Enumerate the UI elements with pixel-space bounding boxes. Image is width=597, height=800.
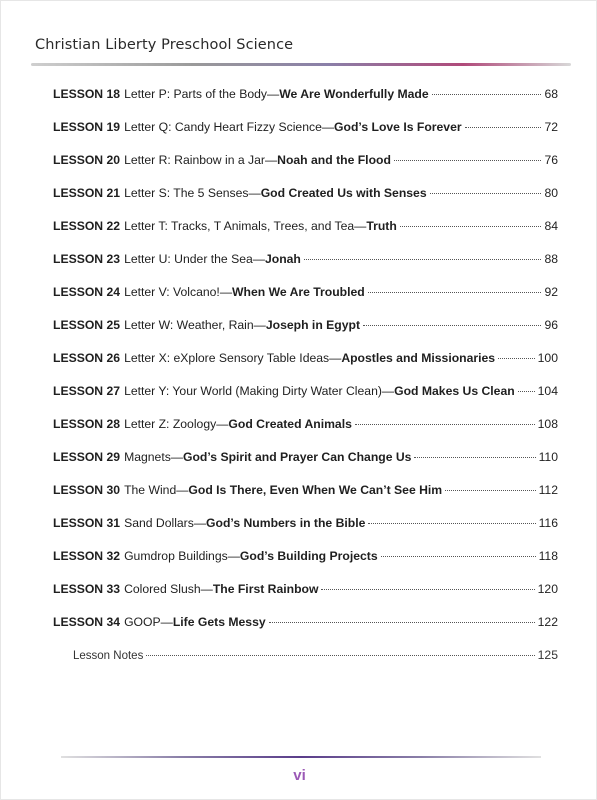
lesson-topic: GOOP—: [124, 615, 173, 629]
dot-leader: [146, 655, 534, 656]
toc-entry: [53, 219, 558, 252]
lesson-theme: God Created Us with Senses: [260, 186, 427, 200]
lesson-page: 76: [544, 153, 558, 167]
lesson-page: 92: [544, 285, 558, 299]
lesson-number: LESSON 20: [53, 153, 121, 167]
header-rule: [31, 63, 571, 66]
toc-entry: [53, 351, 558, 384]
lesson-page: 120: [537, 582, 558, 596]
lesson-number: LESSON 28: [53, 417, 121, 431]
dot-leader: [465, 127, 542, 128]
dot-leader: [355, 424, 535, 425]
toc-entry: [53, 384, 558, 417]
dot-leader: [518, 391, 535, 392]
lesson-number: LESSON 18: [53, 87, 121, 101]
lesson-number: LESSON 23: [53, 252, 121, 266]
lesson-number: LESSON 30: [53, 483, 121, 497]
lesson-theme: Joseph in Egypt: [265, 318, 361, 332]
toc-entry: [53, 153, 558, 186]
lesson-page: 112: [538, 483, 558, 497]
dot-leader: [368, 292, 542, 293]
lesson-page: 80: [544, 186, 558, 200]
lesson-topic: Colored Slush—: [124, 582, 213, 596]
toc-entry: [53, 87, 558, 120]
lesson-topic: The Wind—: [124, 483, 189, 497]
lesson-number: LESSON 29: [53, 450, 121, 464]
lesson-number: LESSON 21: [53, 186, 121, 200]
dot-leader: [363, 325, 541, 326]
dot-leader: [400, 226, 542, 227]
lesson-topic: Letter Z: Zoology—: [124, 417, 229, 431]
lesson-topic: Letter P: Parts of the Body—: [124, 87, 280, 101]
lesson-topic: Letter R: Rainbow in a Jar—: [124, 153, 278, 167]
lesson-page: 100: [537, 351, 558, 365]
page-number: vi: [293, 767, 306, 784]
lesson-number: LESSON 26: [53, 351, 121, 365]
toc-entry: [53, 318, 558, 351]
notes-page: 125: [537, 648, 558, 662]
lesson-theme: God Is There, Even When We Can’t See Him: [188, 483, 443, 497]
lesson-theme: God’s Love Is Forever: [334, 120, 462, 134]
dot-leader: [432, 94, 542, 95]
lesson-page: 118: [538, 549, 558, 563]
lesson-page: 96: [544, 318, 558, 332]
lesson-page: 84: [544, 219, 558, 233]
lesson-page: 108: [537, 417, 558, 431]
lesson-theme: God’s Numbers in the Bible: [206, 516, 366, 530]
dot-leader: [414, 457, 535, 458]
toc-entry: [53, 417, 558, 450]
lesson-theme: God’s Building Projects: [239, 549, 378, 563]
toc-entry: [53, 483, 558, 516]
lesson-topic: Letter V: Volcano!—: [124, 285, 233, 299]
lesson-theme: God Created Animals: [228, 417, 352, 431]
lesson-number: LESSON 33: [53, 582, 121, 596]
notes-label: Lesson Notes: [73, 650, 144, 662]
lesson-topic: Sand Dollars—: [124, 516, 207, 530]
toc-entry: [53, 252, 558, 285]
footer-rule: [61, 756, 541, 758]
lesson-topic: Letter X: eXplore Sensory Table Ideas—: [124, 351, 342, 365]
dot-leader: [381, 556, 536, 557]
lesson-number: LESSON 34: [53, 615, 121, 629]
toc-entry: [53, 582, 558, 615]
lesson-topic: Letter Q: Candy Heart Fizzy Science—: [124, 120, 335, 134]
lesson-theme: Jonah: [264, 252, 301, 266]
lesson-number: LESSON 22: [53, 219, 121, 233]
lesson-theme: God’s Spirit and Prayer Can Change Us: [183, 450, 412, 464]
lesson-theme: Life Gets Messy: [172, 615, 266, 629]
lesson-number: LESSON 31: [53, 516, 121, 530]
lesson-theme: When We Are Troubled: [232, 285, 365, 299]
dot-leader: [368, 523, 535, 524]
dot-leader: [445, 490, 535, 491]
lesson-page: 116: [538, 516, 558, 530]
toc-entry: [53, 186, 558, 219]
lesson-page: 72: [544, 120, 558, 134]
lesson-topic: Magnets—: [124, 450, 183, 464]
dot-leader: [269, 622, 535, 623]
toc-entry: [53, 285, 558, 318]
toc-entry: [53, 516, 558, 549]
lesson-theme: The First Rainbow: [212, 582, 319, 596]
lesson-topic: Letter U: Under the Sea—: [124, 252, 265, 266]
lesson-theme: We Are Wonderfully Made: [279, 87, 429, 101]
lesson-theme: God Makes Us Clean: [394, 384, 515, 398]
lesson-number: LESSON 25: [53, 318, 121, 332]
lesson-theme: Noah and the Flood: [277, 153, 391, 167]
lesson-topic: Letter T: Tracks, T Animals, Trees, and Tea—: [124, 219, 367, 233]
toc-entry: [53, 120, 558, 153]
lesson-topic: Letter S: The 5 Senses—: [124, 186, 261, 200]
dot-leader: [321, 589, 534, 590]
lesson-number: LESSON 32: [53, 549, 121, 563]
lesson-number: LESSON 24: [53, 285, 121, 299]
lesson-number: LESSON 27: [53, 384, 121, 398]
lesson-page: 104: [537, 384, 558, 398]
lesson-topic: Letter Y: Your World (Making Dirty Water Clean)—: [124, 384, 395, 398]
lesson-page: 122: [537, 615, 558, 629]
toc-entry-notes: [53, 648, 558, 681]
toc-entry: [53, 549, 558, 582]
table-of-contents: [53, 87, 558, 681]
dot-leader: [430, 193, 542, 194]
lesson-page: 110: [538, 450, 558, 464]
toc-entry: [53, 615, 558, 648]
dot-leader: [498, 358, 535, 359]
lesson-theme: Truth: [366, 219, 397, 233]
lesson-theme: Apostles and Missionaries: [341, 351, 496, 365]
lesson-topic: Letter W: Weather, Rain—: [124, 318, 266, 332]
lesson-topic: Gumdrop Buildings—: [124, 549, 240, 563]
dot-leader: [394, 160, 542, 161]
running-header: Christian Liberty Preschool Science: [35, 37, 294, 53]
dot-leader: [304, 259, 542, 260]
lesson-number: LESSON 19: [53, 120, 121, 134]
lesson-page: 88: [544, 252, 558, 266]
toc-entry: [53, 450, 558, 483]
lesson-page: 68: [544, 87, 558, 101]
